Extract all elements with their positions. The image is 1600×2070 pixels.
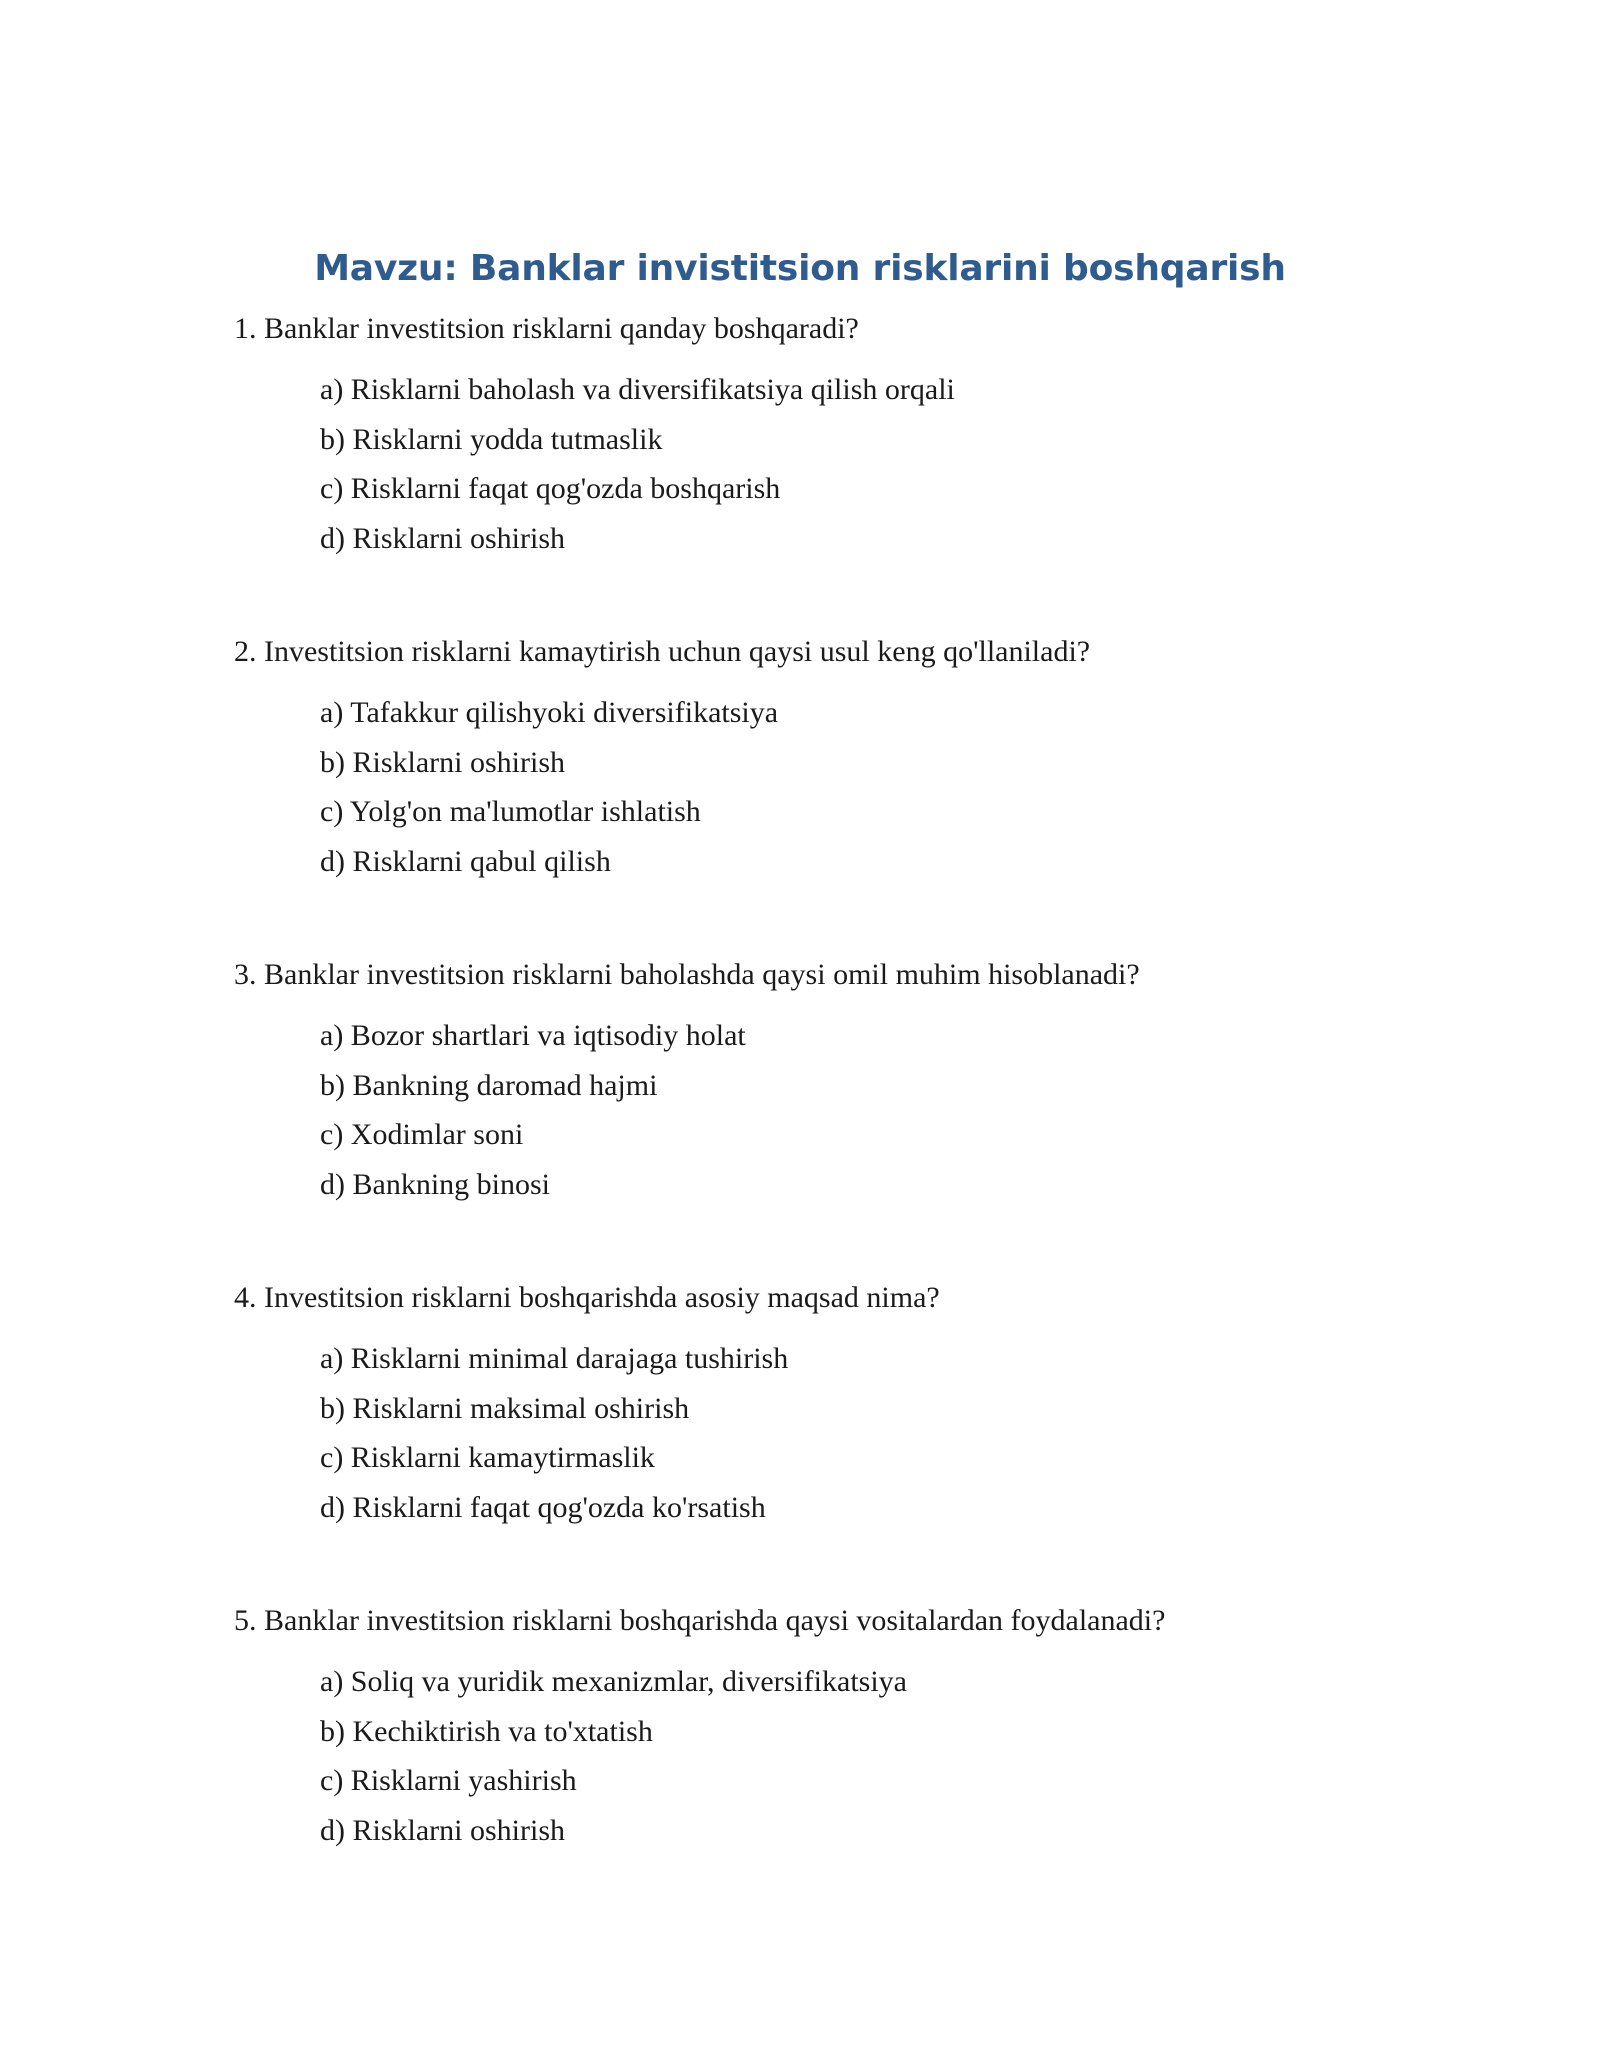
question-3 [234, 955, 1434, 1209]
question-text: 3. Banklar investitsion risklarni baholashda qaysi omil muhim hisoblanadi? [234, 958, 1140, 991]
answer-option-c: c) Risklarni yashirish [320, 1764, 577, 1797]
answer-option-d: d) Risklarni faqat qog'ozda ko'rsatish [320, 1490, 766, 1524]
question-4 [234, 1278, 1434, 1532]
page-title: Mavzu: Banklar invistitsion risklarini boshqarish [314, 248, 1286, 289]
answer-option-c: c) Xodimlar soni [320, 1118, 524, 1151]
answer-option-c: c) Risklarni faqat qog'ozda boshqarish [320, 472, 781, 505]
answer-option-a: a) Soliq va yuridik mexanizmlar, diversifikatsiya [320, 1665, 907, 1698]
answer-option-b: b) Risklarni yodda tutmaslik [320, 422, 663, 456]
question-text: 4. Investitsion risklarni boshqarishda asosiy maqsad nima? [234, 1281, 940, 1314]
question-text: 5. Banklar investitsion risklarni boshqarishda qaysi vositalardan foydalanadi? [234, 1604, 1166, 1637]
answer-option-b: b) Risklarni oshirish [320, 745, 565, 779]
question-text: 1. Banklar investitsion risklarni qanday boshqaradi? [234, 312, 859, 345]
answer-option-a: a) Risklarni baholash va diversifikatsiya qilish orqali [320, 373, 955, 406]
answer-options [320, 688, 1434, 886]
answer-option-a: a) Bozor shartlari va iqtisodiy holat [320, 1019, 746, 1052]
answer-option-d: d) Risklarni oshirish [320, 1813, 565, 1847]
answer-option-d: d) Risklarni oshirish [320, 521, 565, 555]
answer-option-c: c) Risklarni kamaytirmaslik [320, 1441, 655, 1474]
answer-option-d: d) Risklarni qabul qilish [320, 844, 611, 878]
question-5 [234, 1601, 1434, 1855]
answer-options [320, 1334, 1434, 1532]
answer-options [320, 365, 1434, 563]
answer-option-b: b) Risklarni maksimal oshirish [320, 1391, 690, 1425]
answer-option-d: d) Bankning binosi [320, 1167, 550, 1201]
answer-option-b: b) Bankning daromad hajmi [320, 1068, 658, 1102]
answer-options [320, 1657, 1434, 1855]
answer-option-a: a) Risklarni minimal darajaga tushirish [320, 1342, 789, 1375]
question-text: 2. Investitsion risklarni kamaytirish uchun qaysi usul keng qo'llaniladi? [234, 635, 1091, 668]
question-2 [234, 632, 1434, 886]
answer-options [320, 1011, 1434, 1209]
answer-option-a: a) Tafakkur qilishyoki diversifikatsiya [320, 696, 779, 729]
question-1 [234, 309, 1434, 563]
answer-option-c: c) Yolg'on ma'lumotlar ishlatish [320, 795, 701, 828]
answer-option-b: b) Kechiktirish va to'xtatish [320, 1714, 653, 1748]
